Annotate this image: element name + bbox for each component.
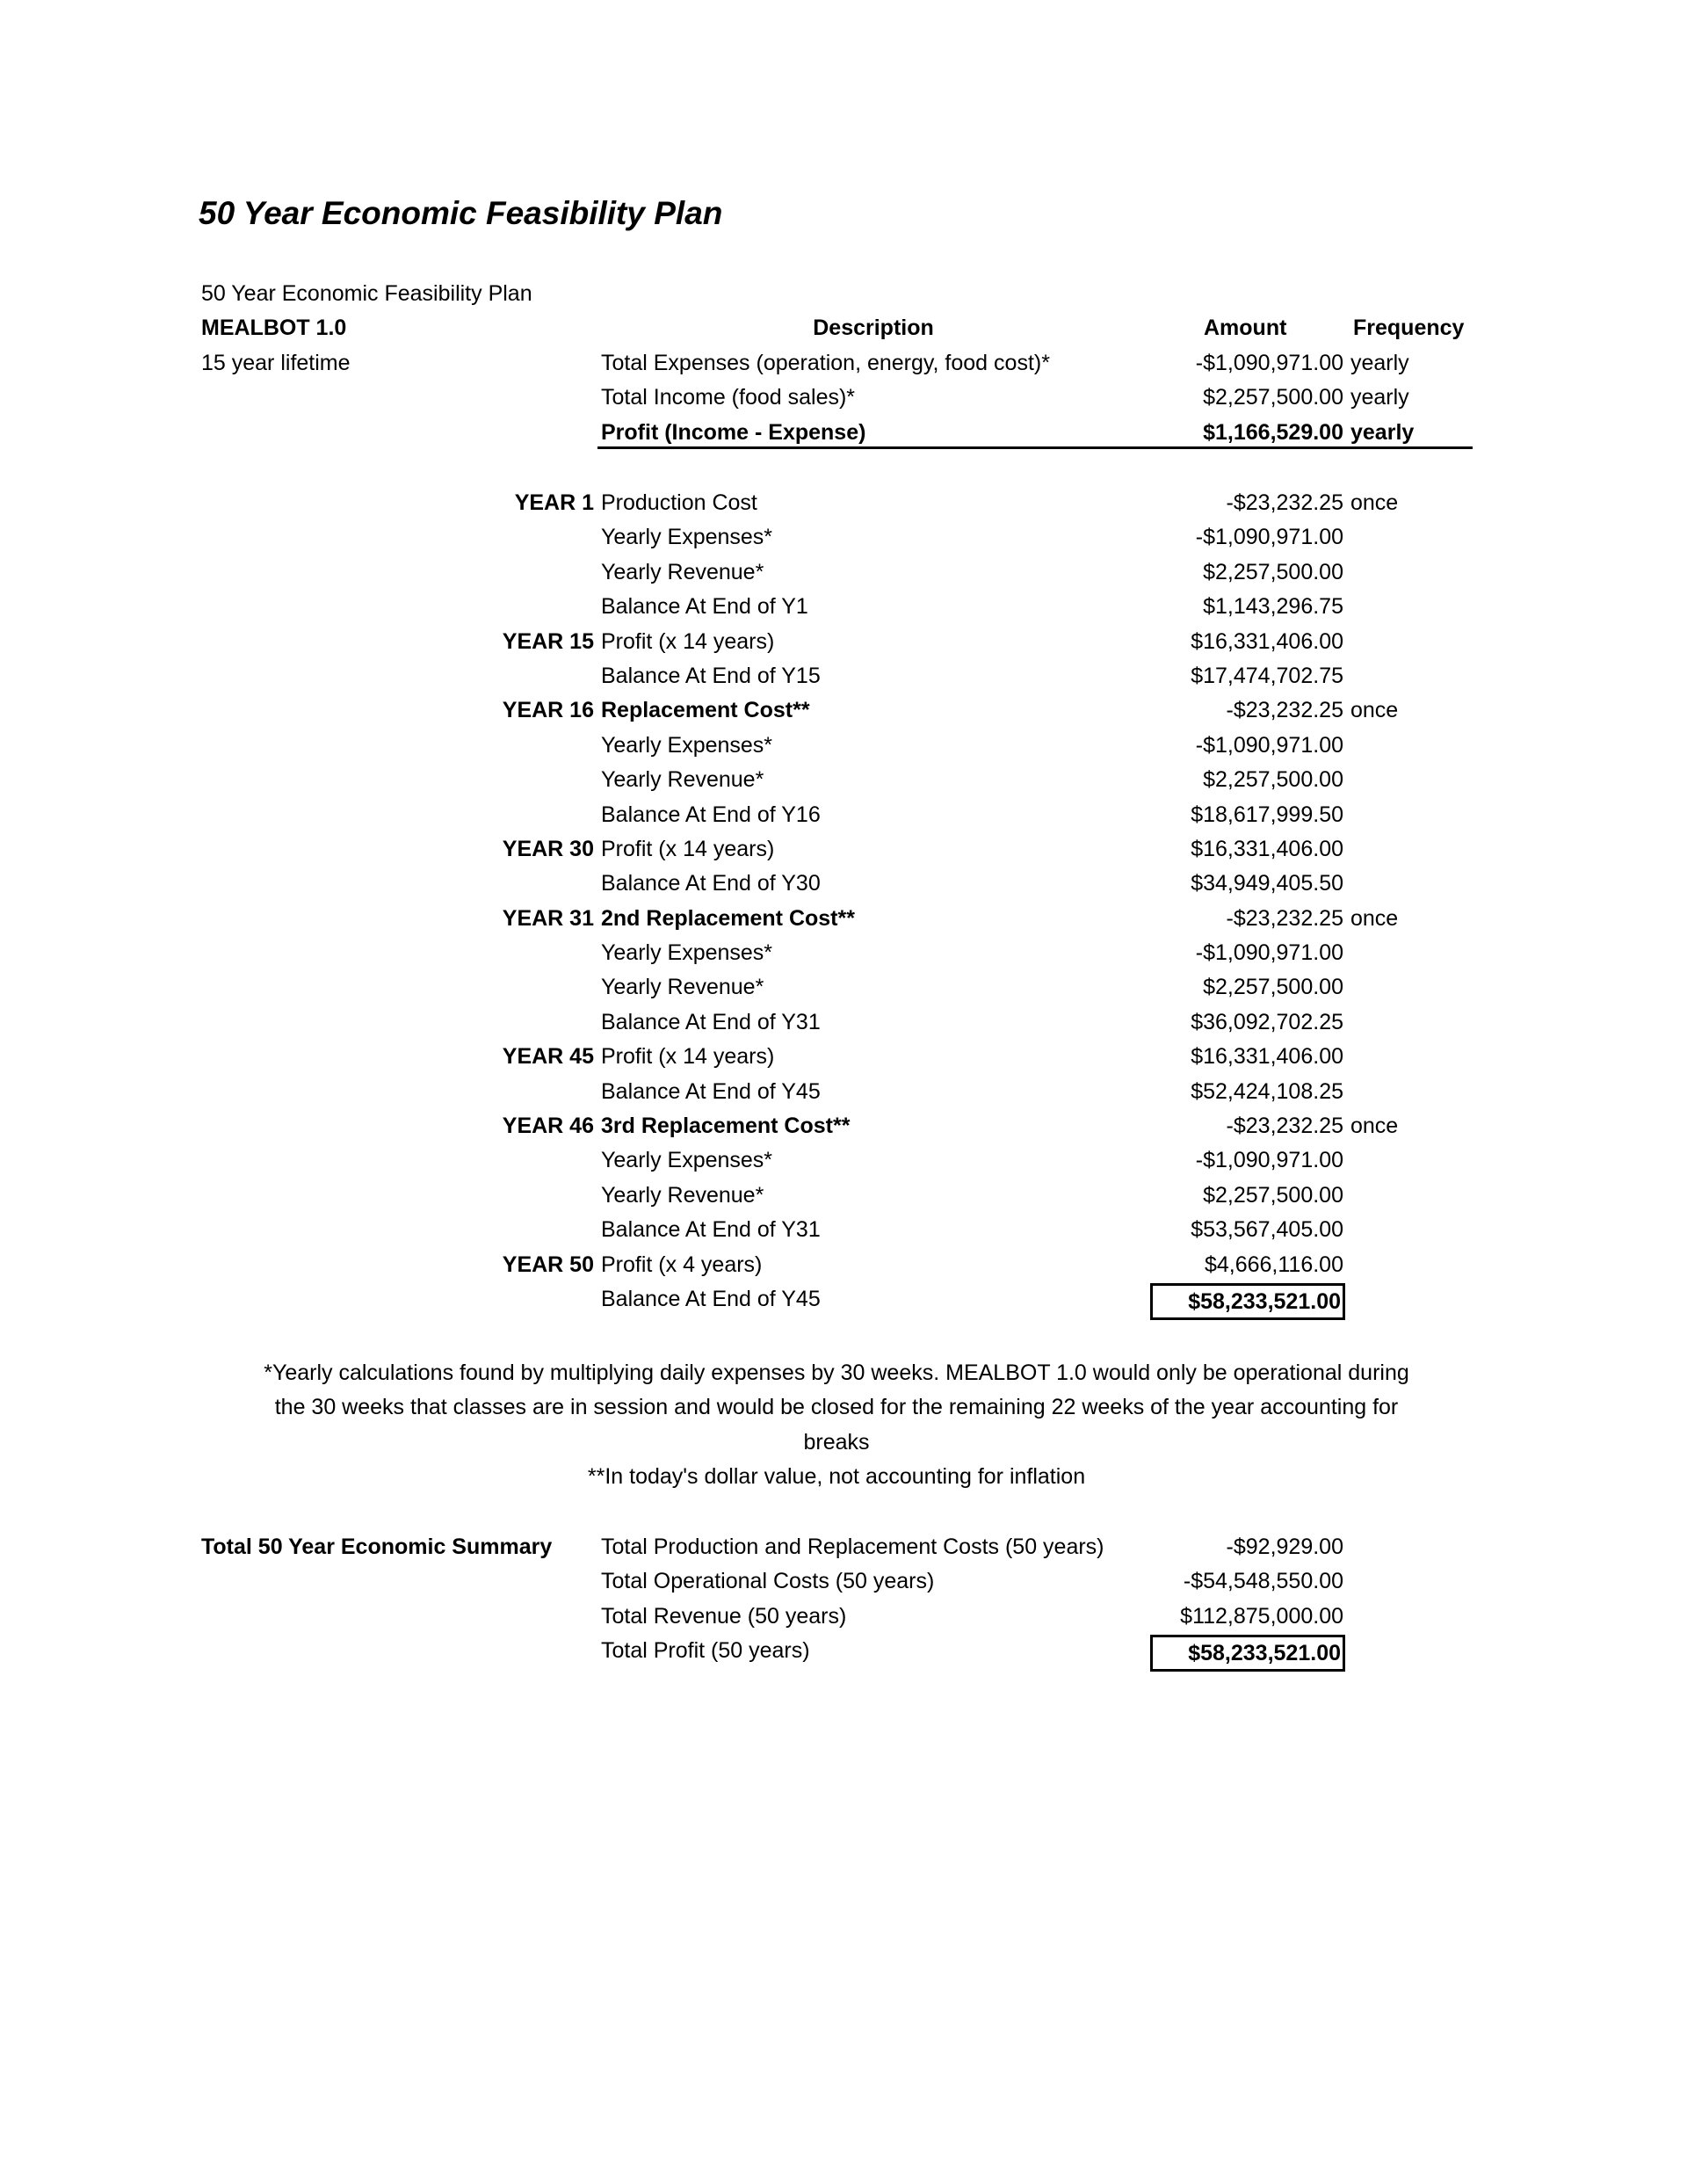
row-description: Balance At End of Y1 [601,594,808,620]
timeline-row [0,1248,1687,1282]
row-amount: -$23,232.25 [1226,1114,1343,1139]
row-description: Total Profit (50 years) [601,1638,810,1664]
row-amount: $16,331,406.00 [1191,628,1343,654]
row-amount: -$92,929.00 [1226,1535,1343,1559]
header-amount: Amount [1204,316,1287,341]
row-frequency: once [1350,1114,1399,1139]
timeline-section [0,486,1687,1317]
table-header [0,311,1687,345]
total-row [0,1600,1687,1634]
total-summary-section [0,1530,1687,1669]
row-label: 15 year lifetime [201,350,351,375]
row-description: Balance At End of Y30 [601,871,821,896]
row-amount: -$1,090,971.00 [1195,940,1343,966]
row-description: Total Production and Replacement Costs (50 years) [601,1535,1104,1559]
row-description: 2nd Replacement Cost** [601,905,855,931]
timeline-row [0,832,1687,867]
profit-underline [597,446,1473,449]
timeline-row [0,659,1687,693]
year-label: YEAR 50 [502,1252,594,1277]
year-label: YEAR 46 [502,1114,594,1139]
row-description: Balance At End of Y45 [601,1078,821,1104]
row-description: 3rd Replacement Cost** [601,1114,851,1139]
row-amount: $112,875,000.00 [1180,1603,1343,1629]
timeline-row [0,867,1687,901]
year-label: YEAR 45 [502,1044,594,1070]
timeline-row [0,486,1687,520]
row-amount: -$1,090,971.00 [1195,1148,1343,1173]
row-description: Yearly Revenue* [601,1182,764,1208]
row-description: Production Cost [601,490,757,515]
timeline-row [0,520,1687,555]
footnote-1-line-2: the 30 weeks that classes are in session and would be closed for the remaining 22 weeks of the year accounting for [274,1395,1399,1420]
row-frequency: yearly [1350,350,1409,375]
row-amount: -$1,090,971.00 [1195,732,1343,758]
row-description: Balance At End of Y31 [601,1009,821,1034]
row-description: Profit (x 14 years) [601,1044,775,1070]
row-description: Yearly Expenses* [601,940,773,966]
final-balance: $58,233,521.00 [1150,1283,1345,1320]
summary-row [0,381,1687,415]
row-description: Yearly Expenses* [601,732,773,758]
summary-row [0,416,1687,450]
row-amount: -$23,232.25 [1226,490,1343,515]
timeline-row [0,763,1687,797]
timeline-row [0,729,1687,763]
row-amount: $1,166,529.00 [1203,419,1343,445]
total-row [0,1634,1687,1668]
timeline-row [0,970,1687,1005]
total-row [0,1564,1687,1599]
row-frequency: once [1350,490,1399,515]
row-amount: $2,257,500.00 [1203,975,1343,1000]
summary-section [0,277,1687,450]
row-description: Balance At End of Y16 [601,802,821,827]
timeline-row [0,936,1687,970]
row-amount: $1,143,296.75 [1203,594,1343,620]
row-amount: -$23,232.25 [1226,905,1343,931]
row-frequency: once [1350,698,1399,723]
row-amount: $18,617,999.50 [1191,802,1343,827]
row-description: Yearly Expenses* [601,525,773,550]
product-name: MEALBOT 1.0 [201,316,347,341]
page-title: 50 Year Economic Feasibility Plan [199,195,723,231]
timeline-row [0,902,1687,936]
row-description: Profit (x 14 years) [601,628,775,654]
row-amount: $52,424,108.25 [1191,1078,1343,1104]
timeline-row [0,1179,1687,1213]
year-label: YEAR 15 [502,628,594,654]
row-amount: -$1,090,971.00 [1195,350,1343,375]
row-description: Profit (x 14 years) [601,836,775,861]
row-amount: $2,257,500.00 [1203,767,1343,793]
total-profit: $58,233,521.00 [1150,1635,1345,1672]
footnote-2: **In today's dollar value, not accounting for inflation [587,1464,1086,1490]
year-label: YEAR 31 [502,905,594,931]
row-amount: $16,331,406.00 [1191,1044,1343,1070]
timeline-row [0,1109,1687,1143]
row-description: Yearly Revenue* [601,975,764,1000]
row-frequency: once [1350,905,1399,931]
row-frequency: yearly [1350,419,1415,445]
timeline-row [0,1282,1687,1317]
row-description: Replacement Cost** [601,698,810,723]
row-amount: $53,567,405.00 [1191,1217,1343,1243]
row-amount: $17,474,702.75 [1191,663,1343,688]
row-description: Yearly Revenue* [601,559,764,584]
row-amount: $2,257,500.00 [1203,1182,1343,1208]
subtitle: 50 Year Economic Feasibility Plan [201,281,532,306]
row-description: Yearly Revenue* [601,767,764,793]
total-summary-label: Total 50 Year Economic Summary [201,1535,553,1559]
row-description: Balance At End of Y45 [601,1286,821,1311]
timeline-row [0,1040,1687,1074]
row-description: Profit (Income - Expense) [601,419,866,445]
total-row [0,1530,1687,1564]
year-label: YEAR 30 [502,836,594,861]
row-amount: -$1,090,971.00 [1195,525,1343,550]
year-label: YEAR 16 [502,698,594,723]
timeline-row [0,625,1687,659]
row-frequency: yearly [1350,385,1409,410]
timeline-row [0,590,1687,624]
footnote-1-line-1: *Yearly calculations found by multiplying daily expenses by 30 weeks. MEALBOT 1.0 would only be operational during [264,1360,1409,1385]
row-amount: $36,092,702.25 [1191,1009,1343,1034]
timeline-row [0,1143,1687,1178]
row-description: Balance At End of Y31 [601,1217,821,1243]
timeline-row [0,1005,1687,1040]
footnotes [201,1356,1472,1495]
row-description: Profit (x 4 years) [601,1252,763,1277]
timeline-row [0,693,1687,728]
row-amount: -$23,232.25 [1226,698,1343,723]
summary-row [0,346,1687,381]
row-description: Yearly Expenses* [601,1148,773,1173]
timeline-row [0,1075,1687,1109]
row-amount: $2,257,500.00 [1203,559,1343,584]
row-description: Total Revenue (50 years) [601,1603,847,1629]
row-description: Total Operational Costs (50 years) [601,1569,935,1594]
row-amount: $4,666,116.00 [1204,1252,1343,1277]
year-label: YEAR 1 [514,490,594,515]
header-description: Description [813,316,934,341]
row-description: Total Income (food sales)* [601,385,856,410]
footnote-1-line-3: breaks [803,1429,870,1455]
row-amount: $2,257,500.00 [1203,385,1343,410]
row-amount: -$54,548,550.00 [1183,1569,1343,1594]
row-description: Balance At End of Y15 [601,663,821,688]
timeline-row [0,798,1687,832]
row-amount: $34,949,405.50 [1191,871,1343,896]
row-description: Total Expenses (operation, energy, food cost)* [601,350,1050,375]
row-amount: $16,331,406.00 [1191,836,1343,861]
timeline-row [0,555,1687,590]
timeline-row [0,1213,1687,1247]
header-frequency: Frequency [1353,316,1465,341]
